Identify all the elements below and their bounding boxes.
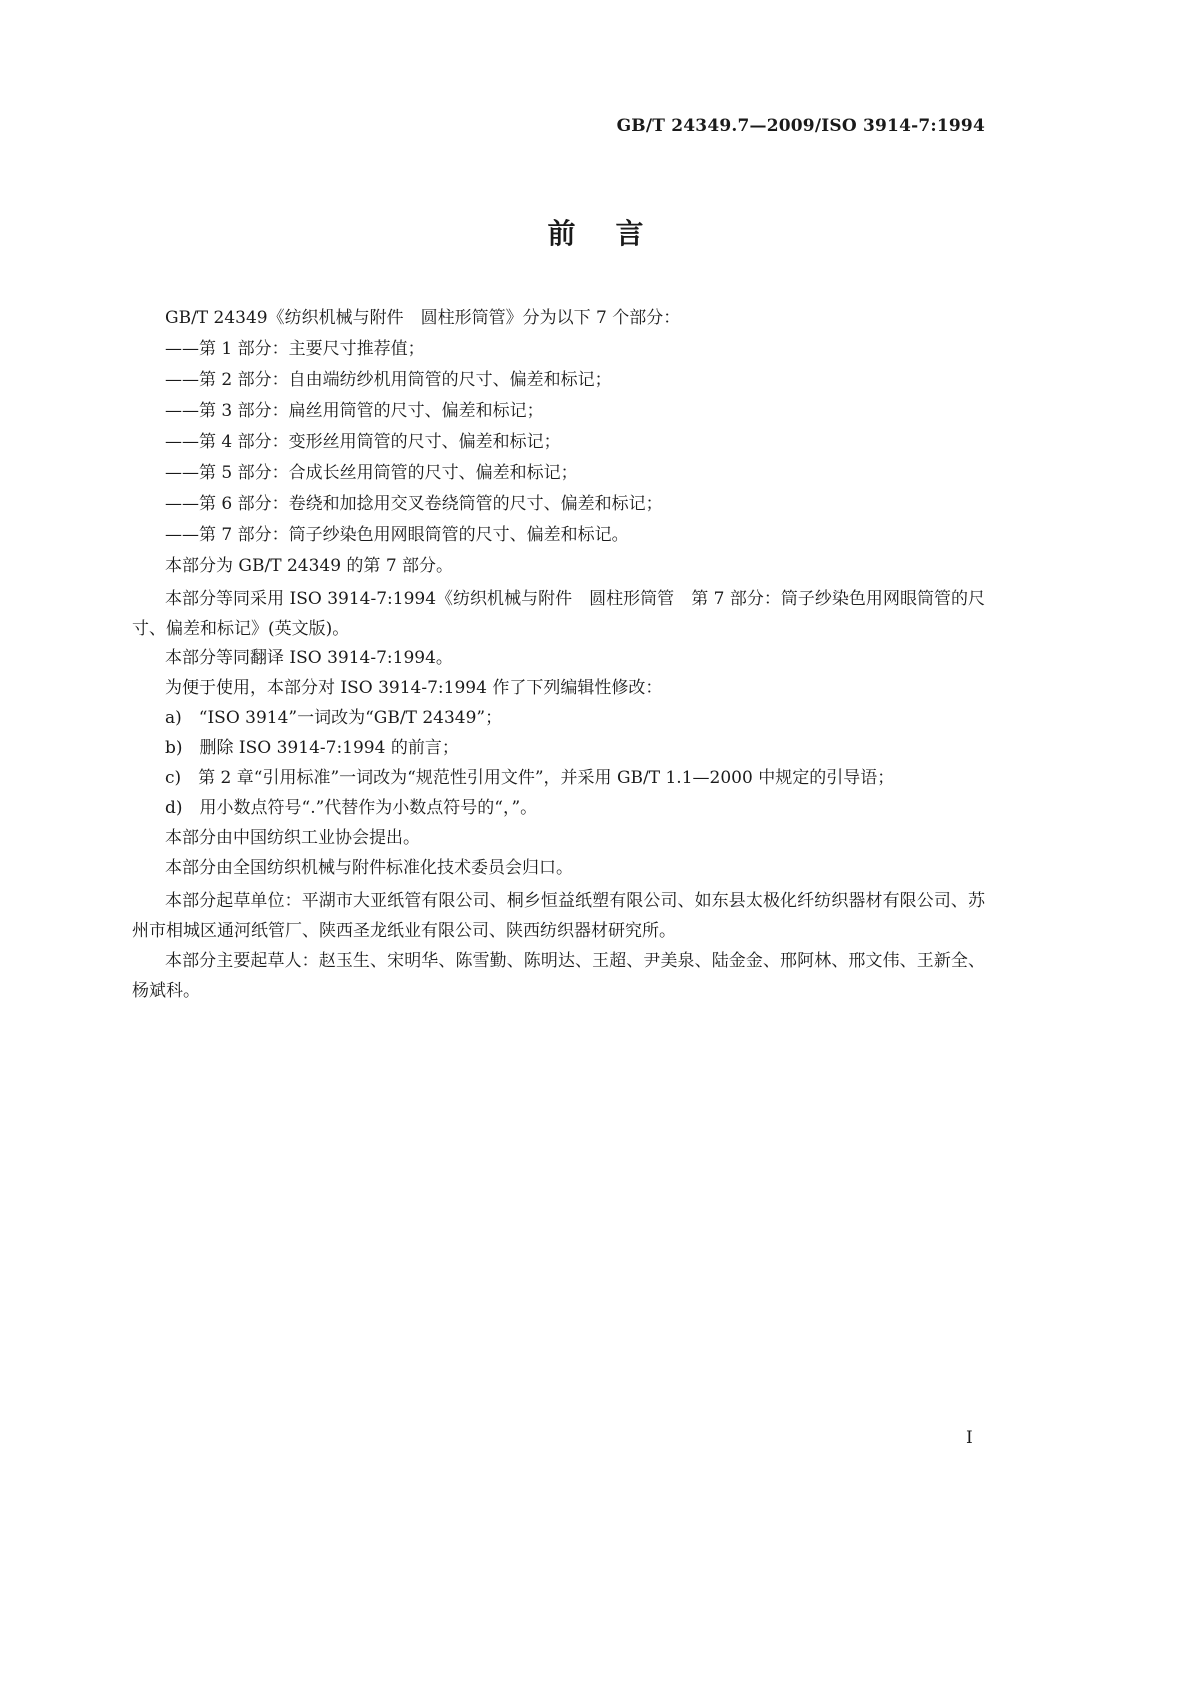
adopt-paragraph: 本部分等同采用 ISO 3914-7:1994《纺织机械与附件 圆柱形筒管 第 7 部分：筒子纱染色用网眼筒管的尺寸、偏差和标记》(英文版)。	[132, 589, 985, 639]
list-item: ——第 1 部分：主要尺寸推荐值；	[165, 339, 425, 359]
edit-item: d) 用小数点符号“.”代替作为小数点符号的“，”。	[165, 798, 538, 818]
part-of-paragraph: 本部分为 GB/T 24349 的第 7 部分。	[165, 556, 454, 576]
page-title: 前言	[547, 217, 684, 250]
edit-item: b) 删除 ISO 3914-7:1994 的前言；	[165, 738, 459, 758]
list-item: ——第 6 部分：卷绕和加捻用交叉卷绕筒管的尺寸、偏差和标记；	[165, 494, 663, 514]
list-item: ——第 3 部分：扁丝用筒管的尺寸、偏差和标记；	[165, 401, 544, 421]
list-item: ——第 7 部分：筒子纱染色用网眼筒管的尺寸、偏差和标记。	[165, 525, 629, 545]
edits-intro-paragraph: 为便于使用，本部分对 ISO 3914-7:1994 作了下列编辑性修改：	[165, 678, 663, 698]
intro-paragraph: GB/T 24349《纺织机械与附件 圆柱形筒管》分为以下 7 个部分：	[165, 308, 681, 328]
centralized-paragraph: 本部分由全国纺织机械与附件标准化技术委员会归口。	[165, 858, 573, 878]
proposed-paragraph: 本部分由中国纺织工业协会提出。	[165, 828, 420, 848]
page-number: I	[966, 1428, 973, 1448]
drafters-paragraph: 本部分主要起草人：赵玉生、宋明华、陈雪勤、陈明达、王超、尹美泉、陆金金、邢阿林、邢文伟、王新全、杨斌科。	[132, 951, 985, 1001]
edit-item: a) “ISO 3914”一词改为“GB/T 24349”；	[165, 708, 503, 728]
standard-number-header: GB/T 24349.7—2009/ISO 3914-7:1994	[616, 116, 985, 136]
drafting-units-paragraph: 本部分起草单位：平湖市大亚纸管有限公司、桐乡恒益纸塑有限公司、如东县太极化纤纺织器材有限公司、苏州市相城区通河纸管厂、陕西圣龙纸业有限公司、陕西纺织器材研究所。	[132, 891, 985, 941]
list-item: ——第 2 部分：自由端纺纱机用筒管的尺寸、偏差和标记；	[165, 370, 612, 390]
list-item: ——第 4 部分：变形丝用筒管的尺寸、偏差和标记；	[165, 432, 561, 452]
edit-item: c) 第 2 章“引用标准”一词改为“规范性引用文件”，并采用 GB/T 1.1—2000 中规定的引导语；	[165, 768, 895, 788]
list-item: ——第 5 部分：合成长丝用筒管的尺寸、偏差和标记；	[165, 463, 578, 483]
translate-paragraph: 本部分等同翻译 ISO 3914-7:1994。	[165, 648, 453, 668]
